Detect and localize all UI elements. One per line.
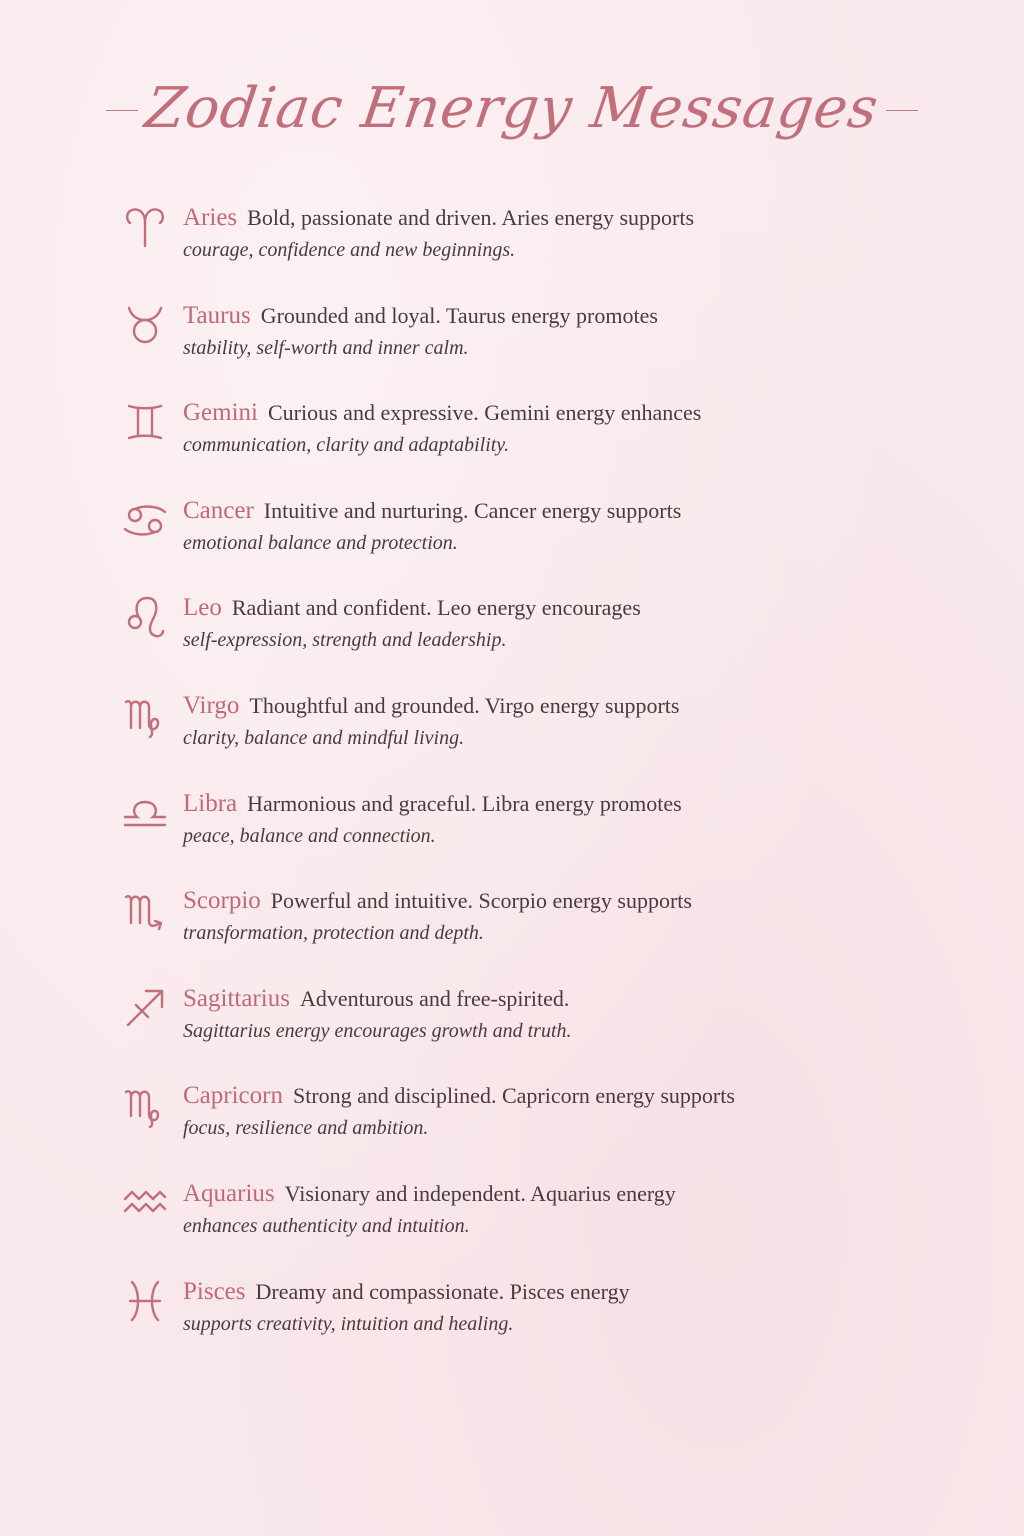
sign-description-line1: Visionary and independent. Aquarius energy — [284, 1180, 676, 1206]
zodiac-entry-text — [183, 985, 843, 1045]
zodiac-entry-leo — [118, 590, 838, 688]
aries-symbol-icon — [120, 202, 170, 252]
zodiac-entry-aquarius — [118, 1176, 838, 1274]
zodiac-entry-text — [183, 497, 843, 557]
sign-description-line1: Grounded and loyal. Taurus energy promotes — [260, 302, 658, 328]
sign-description-line1: Adventurous and free-spirited. — [299, 985, 570, 1011]
sign-name: Libra — [183, 789, 238, 817]
zodiac-entry-virgo — [118, 688, 838, 786]
sign-description-line2: emotional balance and protection. — [183, 531, 458, 554]
sign-description-line1: Radiant and confident. Leo energy encourages — [231, 595, 641, 621]
sign-name: Aquarius — [183, 1179, 275, 1207]
zodiac-entry-pisces — [118, 1274, 838, 1372]
capricorn-symbol-icon — [120, 1080, 170, 1130]
sign-name: Capricorn — [183, 1082, 283, 1110]
sign-description-line2: peace, balance and connection. — [183, 824, 436, 847]
sign-name: Pisces — [183, 1277, 246, 1305]
sign-name: Sagittarius — [183, 984, 290, 1012]
zodiac-entry-text — [183, 399, 843, 459]
leo-symbol-icon — [120, 592, 170, 642]
page-header — [0, 58, 1024, 158]
zodiac-entry-taurus — [118, 298, 838, 396]
zodiac-list — [118, 200, 838, 1371]
sign-description-line1: Thoughtful and grounded. Virgo energy supports — [249, 692, 680, 718]
zodiac-entry-text — [183, 887, 843, 947]
zodiac-entry-text — [183, 1278, 843, 1338]
sign-description-line2: focus, resilience and ambition. — [183, 1117, 429, 1140]
zodiac-entry-text — [183, 692, 843, 752]
zodiac-entry-text — [183, 790, 843, 850]
zodiac-entry-text — [183, 1082, 843, 1142]
sign-name: Leo — [183, 594, 222, 622]
sign-name: Cancer — [183, 496, 254, 524]
taurus-symbol-icon — [120, 300, 170, 350]
zodiac-entry-text — [183, 204, 843, 264]
sign-description-line2: Sagittarius energy encourages growth and truth. — [183, 1019, 572, 1042]
cancer-symbol-icon — [120, 495, 170, 545]
sign-name: Aries — [183, 204, 238, 231]
zodiac-entry-text — [183, 1180, 843, 1240]
zodiac-entry-scorpio — [118, 883, 838, 981]
sign-description-line2: enhances authenticity and intuition. — [183, 1214, 470, 1237]
zodiac-entry-text — [183, 594, 843, 654]
scorpio-symbol-icon — [120, 885, 170, 935]
zodiac-entry-gemini — [118, 395, 838, 493]
sign-description-line1: Intuitive and nurturing. Cancer energy supports — [263, 497, 682, 523]
sign-description-line2: stability, self-worth and inner calm. — [183, 336, 469, 359]
sign-description-line1: Bold, passionate and driven. Aries energy supports — [247, 205, 695, 230]
sign-name: Scorpio — [183, 887, 261, 915]
virgo-symbol-icon — [120, 690, 170, 740]
sign-name: Taurus — [183, 301, 251, 329]
sign-description-line2: communication, clarity and adaptability. — [183, 434, 510, 457]
sign-description-line1: Harmonious and graceful. Libra energy promotes — [247, 790, 682, 816]
zodiac-entry-libra — [118, 786, 838, 884]
sign-description-line2: self-expression, strength and leadership. — [183, 629, 507, 652]
sign-description-line2: clarity, balance and mindful living. — [183, 726, 465, 749]
aquarius-symbol-icon — [120, 1178, 170, 1228]
zodiac-entry-cancer — [118, 493, 838, 591]
zodiac-entry-text — [183, 302, 843, 362]
sign-description-line2: supports creativity, intuition and healing. — [183, 1312, 514, 1335]
sign-description-line1: Curious and expressive. Gemini energy enhances — [268, 400, 702, 426]
sign-description-line2: transformation, protection and depth. — [183, 922, 484, 945]
zodiac-entry-aries — [118, 200, 838, 298]
page-title: Zodiac Energy Messages — [141, 75, 883, 141]
zodiac-entry-sagittarius — [118, 981, 838, 1079]
sign-name: Virgo — [183, 691, 240, 719]
sign-description-line1: Dreamy and compassionate. Pisces energy — [255, 1278, 630, 1304]
gemini-symbol-icon — [120, 397, 170, 447]
zodiac-entry-capricorn — [118, 1078, 838, 1176]
pisces-symbol-icon — [120, 1276, 170, 1326]
sign-name: Gemini — [183, 399, 258, 427]
libra-symbol-icon — [120, 788, 170, 838]
title-divider-left — [106, 110, 138, 111]
sign-description-line1: Strong and disciplined. Capricorn energy supports — [292, 1083, 735, 1109]
title-divider-right — [886, 110, 918, 111]
sign-description-line2: courage, confidence and new beginnings. — [183, 239, 516, 261]
sagittarius-symbol-icon — [120, 983, 170, 1033]
sign-description-line1: Powerful and intuitive. Scorpio energy supports — [270, 888, 692, 914]
